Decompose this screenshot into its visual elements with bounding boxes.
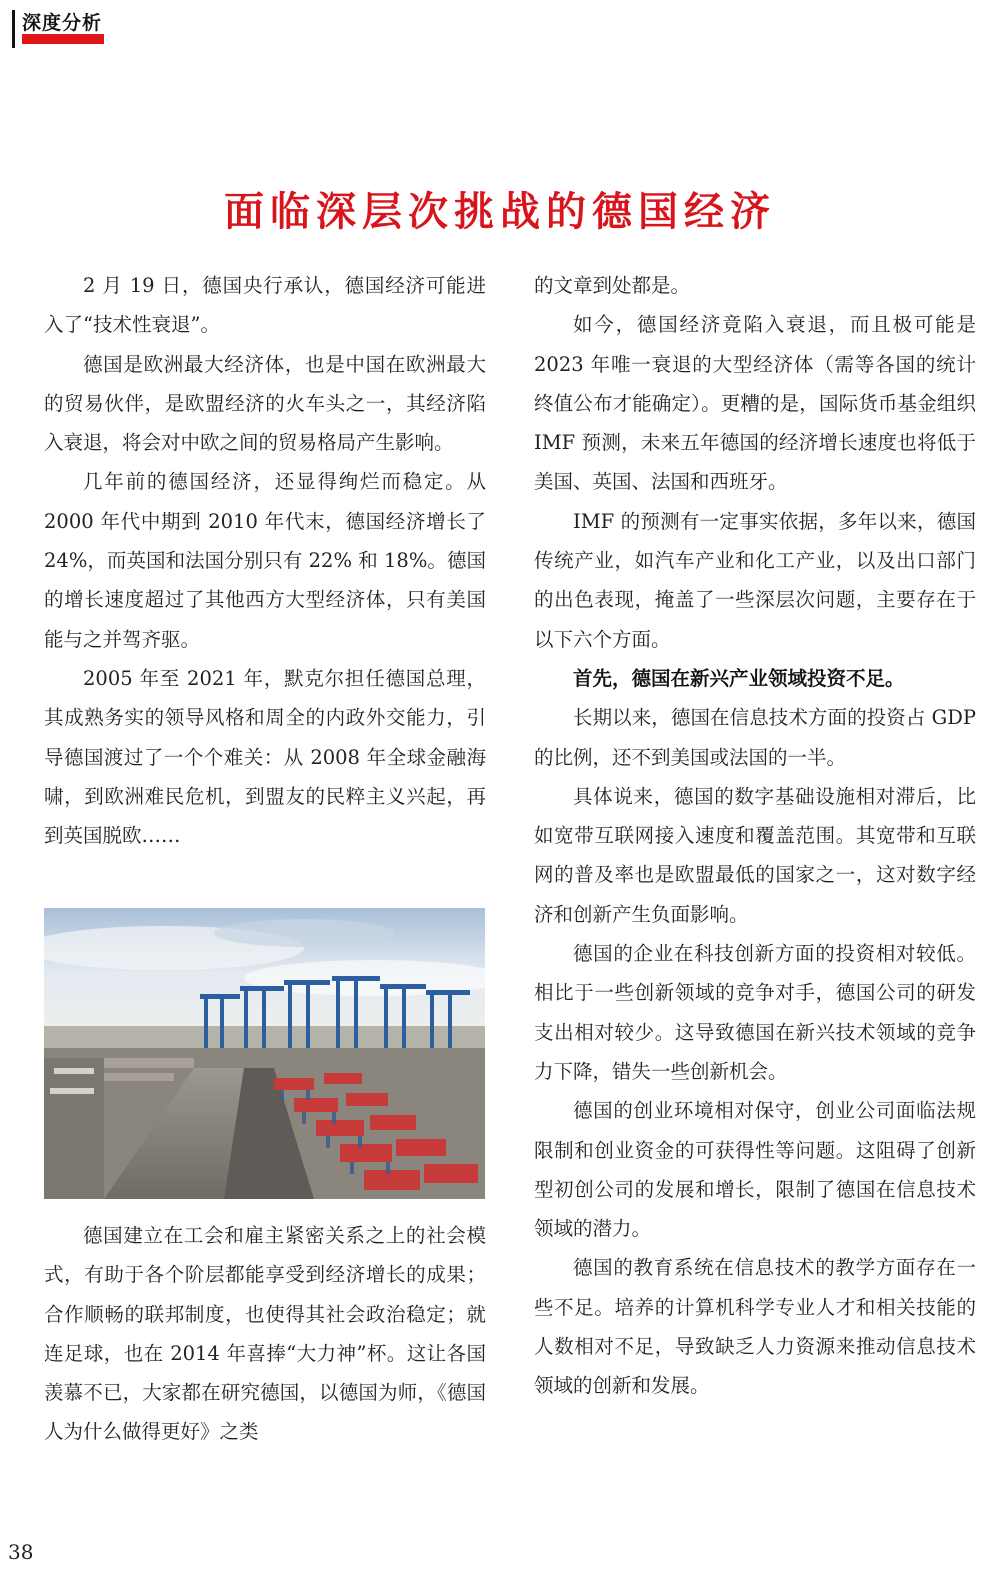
page-number: 38 <box>8 1540 34 1564</box>
paragraph: 德国的教育系统在信息技术的教学方面存在一些不足。培养的计算机科学专业人才和相关技能的人数相对不足，导致缺乏人力资源来推动信息技术领域的创新和发展。 <box>534 1256 976 1398</box>
paragraph: 德国的创业环境相对保守，创业公司面临法规限制和创业资金的可获得性等问题。这阻碍了创新型初创公司的发展和增长，限制了德国在信息技术领域的潜力。 <box>534 1099 976 1241</box>
port-photo <box>44 908 485 1199</box>
right-column <box>534 266 976 1406</box>
article-title: 面临深层次挑战的德国经济 <box>224 189 776 235</box>
left-column-bottom <box>44 1216 486 1452</box>
paragraph: 德国的企业在科技创新方面的投资相对较低。相比于一些创新领域的竞争对手，德国公司的研发支出相对较少。这导致德国在新兴技术领域的竞争力下降，错失一些创新机会。 <box>534 942 976 1083</box>
paragraph: 2 月 19 日，德国央行承认，德国经济可能进入了“技术性衰退”。 <box>44 274 486 337</box>
left-column-top <box>44 266 486 855</box>
paragraph: 德国建立在工会和雇主紧密关系之上的社会模式，有助于各个阶层都能享受到经济增长的成果；合作顺畅的联邦制度，也使得其社会政治稳定；就连足球，也在 2014 年喜捧“大力神”杯。这让各国羡慕不已，大家都在研究德国，以德国为师，《德国人为什么做得更好》之类 <box>44 1224 486 1444</box>
paragraph: 德国是欧洲最大经济体，也是中国在欧洲最大的贸易伙伴，是欧盟经济的火车头之一，其经济陷入衰退，将会对中欧之间的贸易格局产生影响。 <box>44 352 486 455</box>
section-bar <box>12 10 15 48</box>
paragraph-continuation: 的文章到处都是。 <box>534 274 691 297</box>
section-label: 深度分析 <box>22 12 103 34</box>
paragraph: 几年前的德国经济，还显得绚烂而稳定。从 2000 年代中期到 2010 年代末，德国经济增长了 24%，而英国和法国分别只有 22% 和 18%。德国的增长速度超过了其他西方大型经济体，只有美国能与之并驾齐驱。 <box>44 470 486 651</box>
section-heading: 首先，德国在新兴产业领域投资不足。 <box>573 666 905 690</box>
port-photo-illustration <box>44 908 485 1199</box>
paragraph: 2005 年至 2021 年，默克尔担任德国总理，其成熟务实的领导风格和周全的内政外交能力，引导德国渡过了一个个难关：从 2008 年全球金融海啸，到欧洲难民危机，到盟友的民粹主义兴起，再到英国脱欧…… <box>44 666 486 848</box>
paragraph: 如今，德国经济竟陷入衰退，而且极可能是 2023 年唯一衰退的大型经济体（需等各国的统计终值公布才能确定）。更糟的是，国际货币基金组织 IMF 预测，未来五年德国的经济增长速度也将低于美国、英国、法国和西班牙。 <box>534 313 976 494</box>
paragraph: 长期以来，德国在信息技术方面的投资占 GDP 的比例，还不到美国或法国的一半。 <box>534 706 976 769</box>
paragraph: IMF 的预测有一定事实依据，多年以来，德国传统产业，如汽车产业和化工产业，以及出口部门的出色表现，掩盖了一些深层次问题，主要存在于以下六个方面。 <box>534 509 976 651</box>
section-underline <box>22 34 104 44</box>
paragraph: 具体说来，德国的数字基础设施相对滞后，比如宽带互联网接入速度和覆盖范围。其宽带和互联网的普及率也是欧盟最低的国家之一，这对数字经济和创新产生负面影响。 <box>534 784 976 926</box>
